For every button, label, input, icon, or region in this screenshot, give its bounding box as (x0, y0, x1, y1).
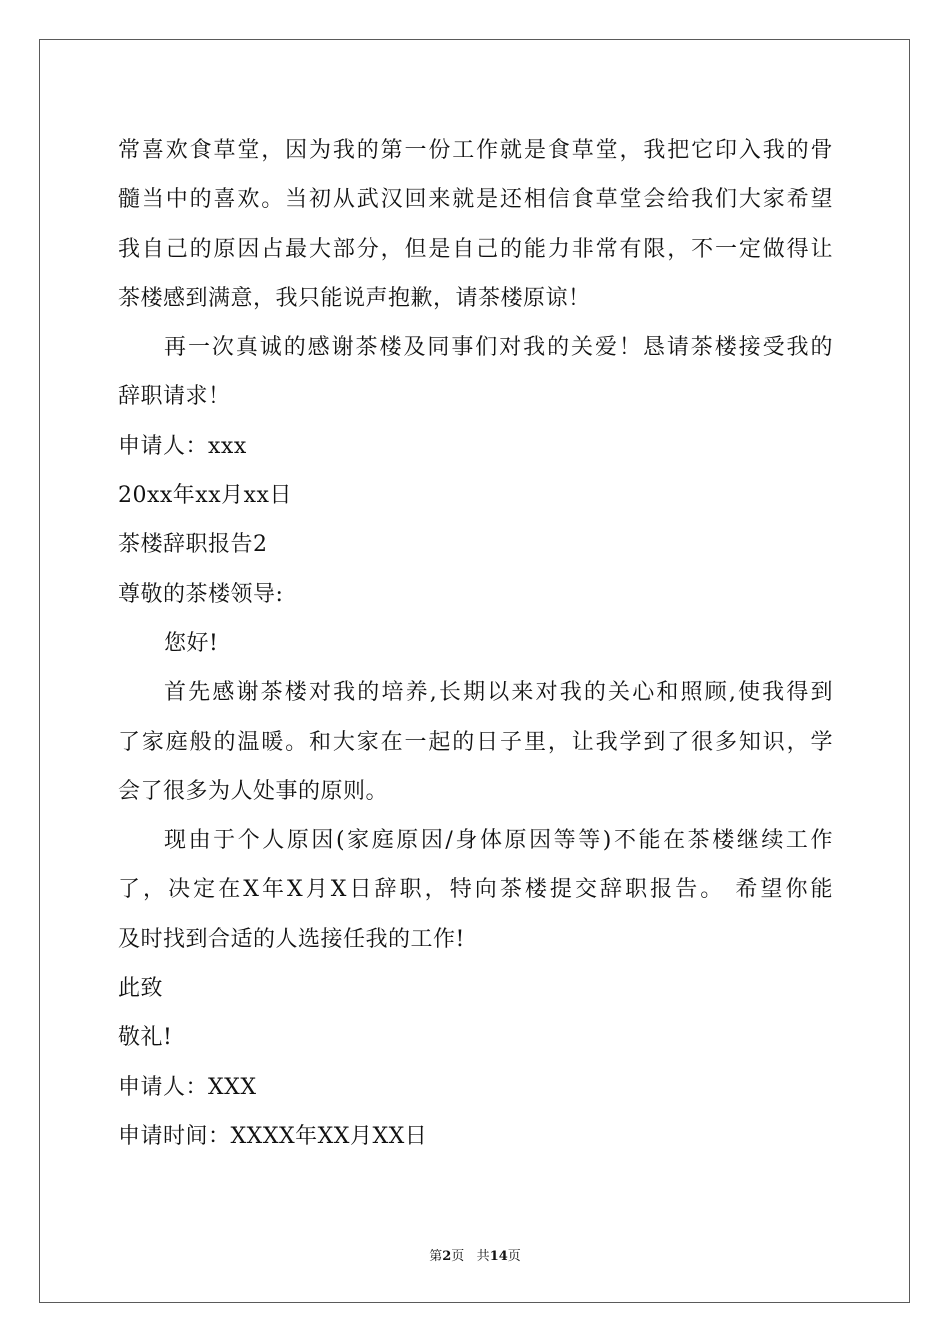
date-line: 20xx年xx月xx日 (118, 483, 292, 509)
page-footer (0, 1248, 950, 1266)
footer-page-suffix: 页 (451, 1249, 465, 1264)
body-line-17: 及时找到合适的人选接任我的工作! (118, 926, 465, 952)
application-date-line: 申请时间：XXXX年XX月XX日 (118, 1123, 428, 1149)
document-body (118, 126, 833, 1161)
section-title: 茶楼辞职报告2 (118, 532, 268, 558)
body-line-14: 会了很多为人处事的原则。 (118, 778, 389, 804)
footer-prefix: 第 (429, 1249, 443, 1264)
salutation: 尊敬的茶楼领导: (118, 581, 284, 607)
body-line-13: 了家庭般的温暖。和大家在一起的日子里，让我学到了很多知识，学 (118, 729, 833, 755)
footer-page-number: 2 (442, 1249, 452, 1264)
regards-line: 敬礼! (118, 1025, 173, 1051)
body-line-2: 髓当中的喜欢。当初从武汉回来就是还相信食草堂会给我们大家希望 (118, 187, 833, 213)
body-line-1: 常喜欢食草堂，因为我的第一份工作就是食草堂，我把它印入我的骨 (118, 138, 833, 163)
body-line-6: 辞职请求！ (118, 384, 231, 410)
body-line-15: 现由于个人原因(家庭原因/身体原因等等)不能在茶楼继续工作 (164, 828, 833, 854)
body-line-5: 再一次真诚的感谢茶楼及同事们对我的关爱！恳请茶楼接受我的 (164, 335, 833, 361)
greeting: 您好! (164, 630, 219, 656)
body-line-16: 了，决定在X年X月X日辞职，特向茶楼提交辞职报告。 希望你能 (118, 877, 833, 903)
applicant-line: 申请人：xxx (118, 433, 247, 459)
body-line-4: 茶楼感到满意，我只能说声抱歉，请茶楼原谅！ (118, 285, 591, 311)
footer-total-suffix: 页 (507, 1249, 521, 1264)
closing-line: 此致 (118, 976, 164, 1002)
applicant-line-2: 申请人：XXX (118, 1074, 257, 1100)
body-line-12: 首先感谢茶楼对我的培养,长期以来对我的关心和照顾,使我得到 (164, 680, 833, 706)
footer-total-pages: 14 (489, 1249, 508, 1264)
body-line-3: 我自己的原因占最大部分，但是自己的能力非常有限，不一定做得让 (118, 236, 833, 262)
footer-total-prefix: 共 (476, 1249, 490, 1264)
